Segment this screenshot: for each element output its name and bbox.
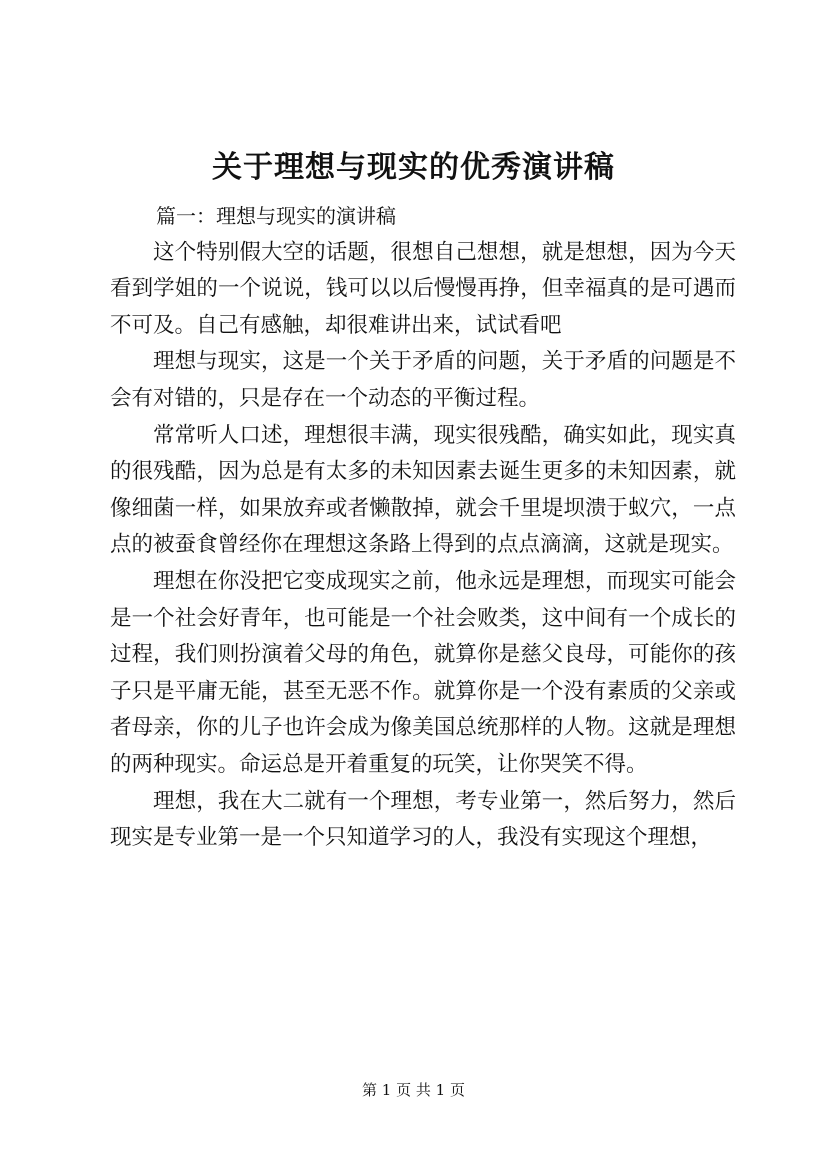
document-title: 关于理想与现实的优秀演讲稿 bbox=[212, 150, 615, 185]
paragraph-5: 理想，我在大二就有一个理想，考专业第一，然后努力，然后现实是专业第一是一个只知道学习的人，我没有实现这个理想， bbox=[110, 788, 736, 851]
document-body bbox=[110, 198, 736, 857]
paragraph-1: 这个特别假大空的话题，很想自己想想，就是想想，因为今天看到学姐的一个说说，钱可以以后慢慢再挣，但幸福真的是可遇而不可及。自己有感触，却很难讲出来，试试看吧 bbox=[110, 239, 736, 338]
section-heading: 篇一：理想与现实的演讲稿 bbox=[156, 204, 396, 228]
paragraph-4: 理想在你没把它变成现实之前，他永远是理想，而现实可能会是一个社会好青年，也可能是一个社会败类，这中间有一个成长的过程，我们则扮演着父母的角色，就算你是慈父良母，可能你的孩子只是平庸无能，甚至无恶不作。就算你是一个没有素质的父亲或者母亲，你的儿子也许会成为像美国总统那样的人物。这就是理想的两种现实。命运总是开着重复的玩笑，让你哭笑不得。 bbox=[110, 568, 736, 777]
page-footer: 第 1 页 共 1 页 bbox=[362, 1081, 465, 1099]
paragraph-2: 理想与现实，这是一个关于矛盾的问题，关于矛盾的问题是不会有对错的，只是存在一个动态的平衡过程。 bbox=[110, 349, 736, 411]
paragraph-3: 常常听人口述，理想很丰满，现实很残酷，确实如此，现实真的很残酷，因为总是有太多的未知因素去诞生更多的未知因素，就像细菌一样，如果放弃或者懒散掉，就会千里堤坝溃于蚁穴，一点点的被蚕食曾经你在理想这条路上得到的点点滴滴，这就是现实。 bbox=[110, 422, 736, 558]
